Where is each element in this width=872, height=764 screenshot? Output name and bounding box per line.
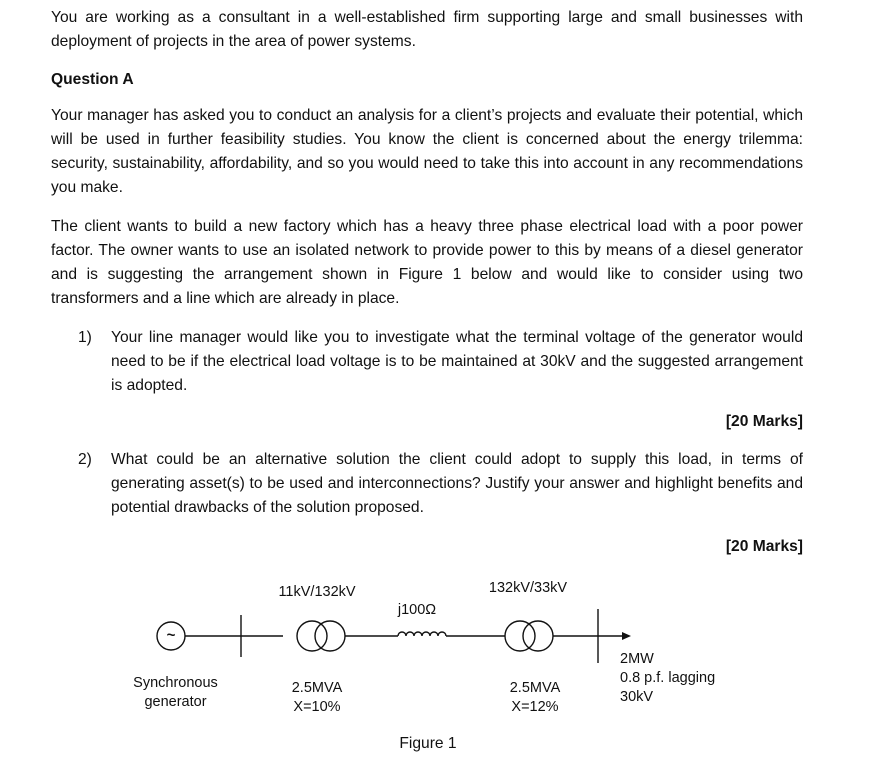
transformer-2-rating: 2.5MVA [509, 680, 561, 696]
figure-caption: Figure 1 [399, 735, 457, 752]
transformer-2-ratio: 132kV/33kV [488, 580, 568, 596]
question-2-marks: [20 Marks] [725, 538, 803, 555]
line-impedance: j100Ω [397, 602, 437, 618]
transformer-1-rating: 2.5MVA [291, 680, 343, 696]
question-text: What could be an alternative solution the client could adopt to supply this load, in terms of generating asset(s) to be used and interconnections? Justify your answer and highlight benefits and potential drawbacks of the solution proposed. [111, 451, 803, 516]
load-arrow-icon [622, 632, 631, 640]
question-number: 1) [78, 329, 92, 346]
question-number: 2) [78, 451, 92, 468]
generator-label-2: generator [144, 694, 207, 710]
transformer-2-reactance: X=12% [511, 699, 559, 715]
context-paragraph: Your manager has asked you to conduct an analysis for a client’s projects and evaluate their potential, which will be used in further feasibility studies. You know the client is concerned about the energy trilemma: security, sustainability, affordability, and so you would need to take this into account in any recommendations you make. [51, 107, 803, 196]
load-voltage: 30kV [620, 689, 654, 705]
question-1-marks: [20 Marks] [725, 413, 803, 430]
client-paragraph: The client wants to build a new factory which has a heavy three phase electrical load with a poor power factor. The owner wants to use an isolated network to provide power to this by means of a diesel generator and is suggesting the arrangement shown in Figure 1 below and would like to consider using two transformers and a line which are already in place. [51, 218, 803, 307]
intro-paragraph: You are working as a consultant in a well-established firm supporting large and small businesses with deployment of projects in the area of power systems. [51, 9, 803, 50]
generator-tilde: ~ [166, 627, 176, 644]
generator-label-1: Synchronous [133, 675, 218, 691]
question-heading: Question A [51, 71, 134, 88]
transformer-1-ratio: 11kV/132kV [278, 584, 356, 600]
transformer-1-reactance: X=10% [293, 699, 341, 715]
transformer-1-winding-a [297, 621, 327, 651]
load-power-factor: 0.8 p.f. lagging [620, 670, 716, 686]
question-text: Your line manager would like you to investigate what the terminal voltage of the generator would need to be if the electrical load voltage is to be maintained at 30kV and the suggested arrangement is adopted. [111, 329, 803, 394]
load-power: 2MW [620, 651, 654, 667]
transformer-1-winding-b [315, 621, 345, 651]
transformer-2-winding-b [523, 621, 553, 651]
transformer-2-winding-a [505, 621, 535, 651]
line-inductor [398, 632, 446, 636]
